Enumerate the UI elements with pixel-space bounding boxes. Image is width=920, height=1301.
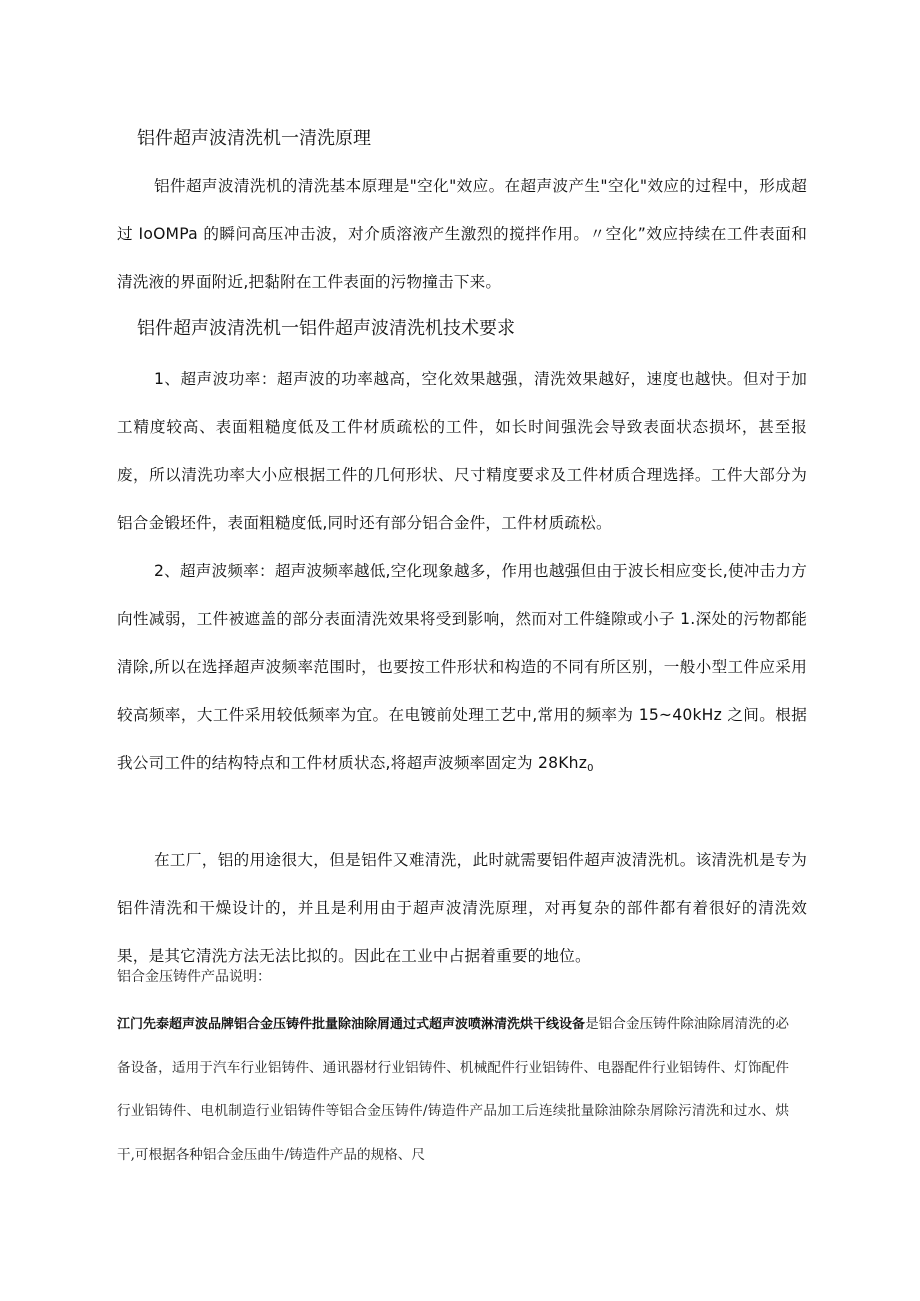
paragraph-factory-usage: 在工厂，铝的用途很大，但是铝件又难清洗，此时就需要铝件超声波清洗机。该清洗机是专为铝件清洗和干燥设计的，并且是利用由于超声波清洗原理，对再复杂的部件都有着很好的清洗效果，是其它清洗方法无法比拟的。因此在工业中占据着重要的地位。 <box>117 851 807 966</box>
section-heading-cleaning-principle: 铝件超声波清洗机一清洗原理 <box>137 128 371 149</box>
product-description-paragraph <box>117 1003 789 1178</box>
paragraph-ultrasonic-frequency-text: 2、超声波频率：超声波频率越低,空化现象越多，作用也越强但由于波长相应变长,使冲击力方向性减弱，工件被遮盖的部分表面清洗效果将受到影响，然而对工件缝隙或小子 1.深处的污物都能清除,所以在选择超声波频率范围时，也要按工件形状和构造的不同有所区别，一般小型工件应采用较高频率，大工件采用较低频率为宜。在电镀前处理工艺中,常用的频率为 15~40kHz 之间。根据我公司工件的结构特点和工件材质状态,将超声波频率固定为 28Khz <box>117 562 807 773</box>
section-heading-technical-requirements: 铝件超声波清洗机一铝件超声波清洗机技术要求 <box>137 318 515 339</box>
product-caption: 铝合金压铸件产品说明： <box>117 969 271 985</box>
paragraph-ultrasonic-frequency <box>117 547 807 793</box>
product-description: 是铝合金压铸件除油除屑清洗的必备设备，适用于汽车行业铝铸件、通讯器材行业铝铸件、机械配件行业铝铸件、电器配件行业铝铸件、灯饰配件行业铝铸件、电机制造行业铝铸件等铝合金压铸件/铸造件产品加工后连续批量除油除杂屑除污清洗和过水、烘干,可根据各种铝合金压曲牛/铸造件产品的规格、尺 <box>117 1016 789 1164</box>
paragraph-cleaning-principle: 铝件超声波清洗机的清洗基本原理是"空化"效应。在超声波产生"空化"效应的过程中，形成超过 IoOMPa 的瞬问高压冲击波，对介质溶液产生激烈的搅拌作用。〃空化”效应持续在工件表面和清洗液的界面附近,把黏附在工件表面的污物撞击下来。 <box>117 177 807 292</box>
paragraph-ultrasonic-power: 1、超声波功率：超声波的功率越高，空化效果越强，清洗效果越好，速度也越快。但对于加工精度较高、表面粗糙度低及工件材质疏松的工件，如长时间强洗会导致表面状态损坏，甚至报废，所以清洗功率大小应根据工件的几何形状、尺寸精度要求及工件材质合理选择。工件大部分为铝合金锻坯件，表面粗糙度低,同时还有部分铝合金件，工件材质疏松。 <box>117 370 807 533</box>
frequency-subscript: 0 <box>587 763 594 775</box>
product-name: 江门先泰超声波品牌铝合金压铸件批量除油除屑通过式超声波喷淋清洗烘干线设备 <box>117 1017 586 1032</box>
